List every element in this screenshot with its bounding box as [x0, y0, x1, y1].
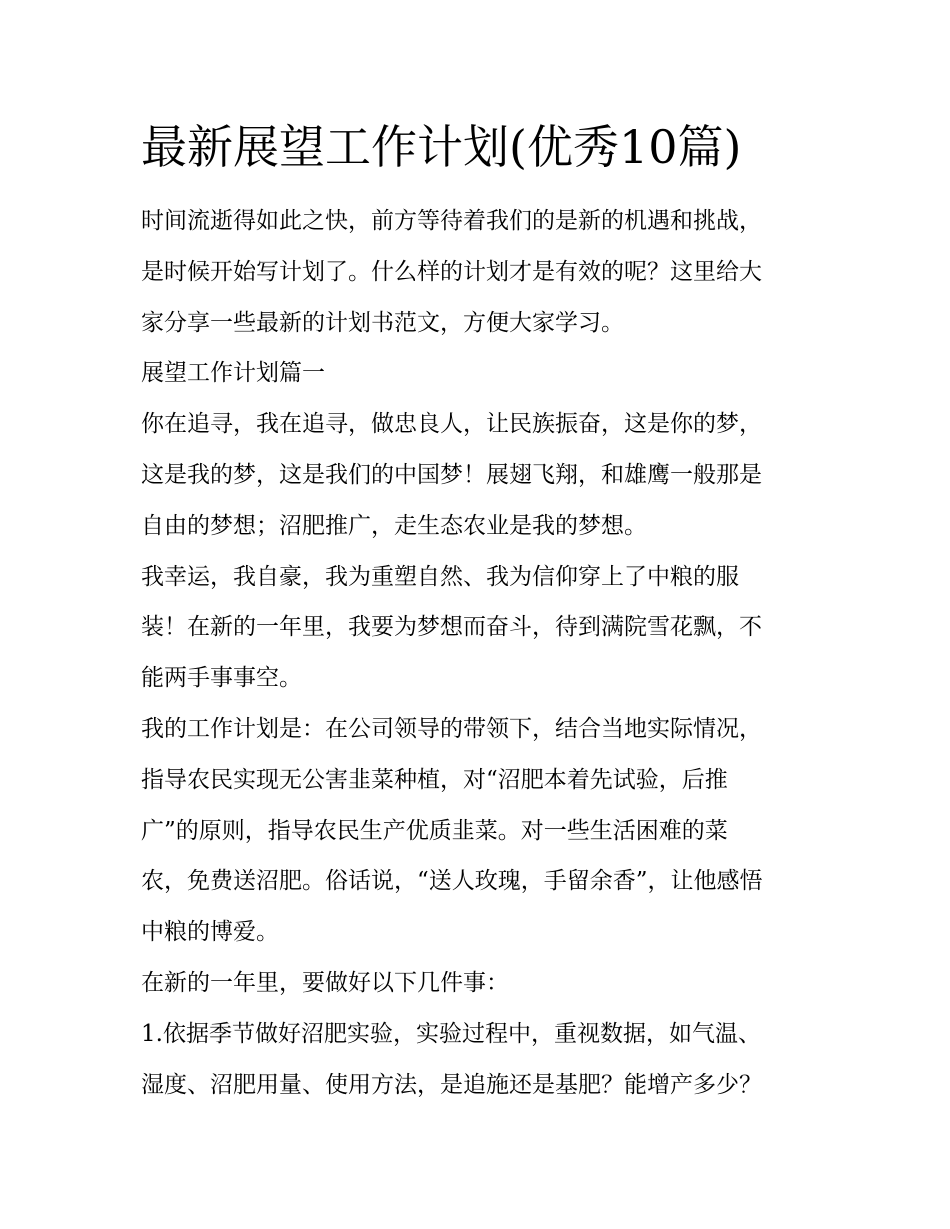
text-line: 你在追寻，我在追寻，做忠良人，让民族振奋，这是你的梦， — [141, 411, 762, 438]
text-line: 能两手事事空。 — [141, 665, 302, 692]
text-line: 农，免费送沼肥。俗话说，“送人玫瑰，手留余香”，让他感悟 — [141, 868, 763, 895]
document-title: 最新展望工作计划(优秀10篇) — [141, 120, 742, 174]
text-line: 自由的梦想；沼肥推广，走生态农业是我的梦想。 — [141, 512, 647, 539]
document-body — [141, 118, 821, 1110]
section-heading: 展望工作计划篇一 — [141, 360, 325, 387]
text-line: 中粮的博爱。 — [141, 919, 279, 946]
list-item-line: 1.依据季节做好沼肥实验，实验过程中，重视数据，如气温、 — [141, 1020, 761, 1047]
text-line: 家分享一些最新的计划书范文，方便大家学习。 — [141, 309, 624, 336]
text-line: 广”的原则，指导农民生产优质韭菜。对一些生活困难的菜 — [141, 817, 728, 844]
text-line: 这是我的梦，这是我们的中国梦！展翅飞翔，和雄鹰一般那是 — [141, 461, 762, 488]
text-line: 指导农民实现无公害韭菜种植，对“沼肥本着先试验，后推 — [141, 766, 728, 793]
text-line: 是时候开始写计划了。什么样的计划才是有效的呢？这里给大 — [141, 258, 762, 285]
text-line: 时间流逝得如此之快，前方等待着我们的是新的机遇和挑战， — [141, 208, 762, 234]
paragraph-lines — [141, 196, 821, 1110]
text-line: 我的工作计划是：在公司领导的带领下，结合当地实际情况， — [141, 715, 762, 742]
text-line: 在新的一年里，要做好以下几件事： — [141, 969, 509, 996]
text-line: 我幸运，我自豪，我为重塑自然、我为信仰穿上了中粮的服 — [141, 563, 739, 590]
text-line: 湿度、沼肥用量、使用方法，是追施还是基肥？能增产多少？ — [141, 1071, 762, 1098]
text-line: 装！在新的一年里，我要为梦想而奋斗，待到满院雪花飘，不 — [141, 614, 762, 641]
